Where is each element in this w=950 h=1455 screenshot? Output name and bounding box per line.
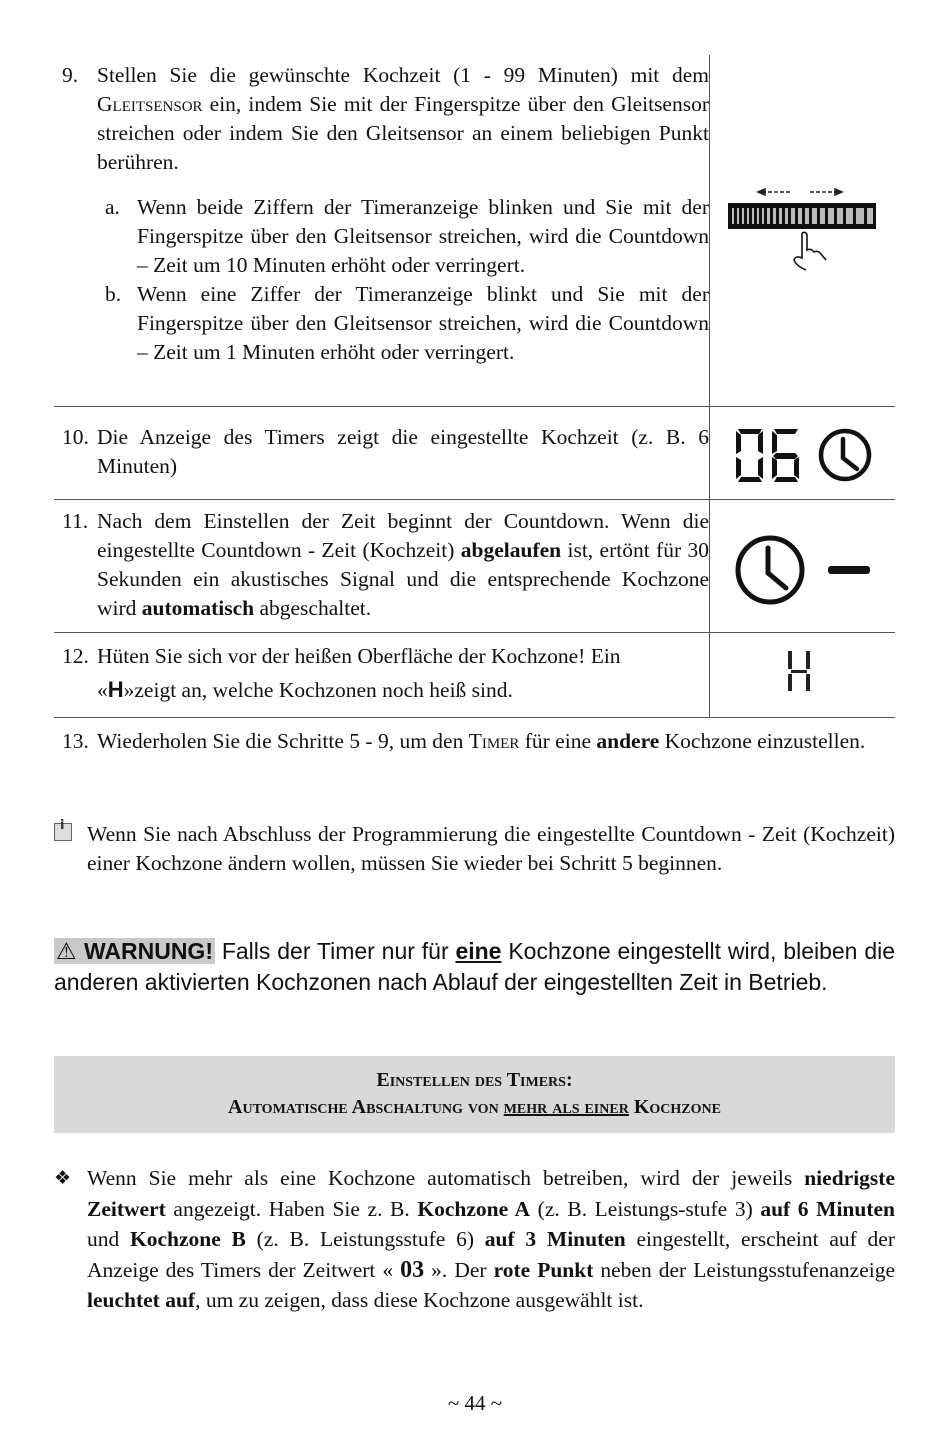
page-number: ~ 44 ~ xyxy=(447,1391,503,1415)
step-11-text: 11. Nach dem Einstellen der Zeit beginnt der Countdown. Wenn die eingestellte Countdown - Zeit (Kochzeit) abgelaufen ist, ertönt für 30 Sekunden ein akustisches Signal und die entsprechende Kochzone wird automatisch abgeschaltet. xyxy=(62,509,709,620)
step-9a: a. Wenn beide Ziffern der Timeranzeige blinken und Sie mit der Fingerspitze über den Gleitsensor streichen, wird die Countdown – Zeit um 10 Minuten erhöht oder verringert. xyxy=(105,195,709,277)
diamond-bullet-icon: ❖ xyxy=(54,1167,72,1189)
dash-icon xyxy=(828,566,870,574)
info-icon xyxy=(54,823,72,841)
bullet-paragraph: ❖ Wenn Sie mehr als eine Kochzone automatisch betreiben, wird der jeweils niedrigste Zeitwert angezeigt. Haben Sie z. B. Kochzone A (z. B. Leistungs-stufe 3) auf 6 Minuten und Kochzone B (z. B. Leistungsstufe 6) auf 3 Minuten eingestellt, erscheint auf der Anzeige des Timers der Zeitwert « 03 ». Der rote Punkt neben der Leistungsstufenanzeige leuchtet auf, um zu zeigen, dass diese Kochzone ausgewählt ist. xyxy=(54,1163,895,1316)
clock-dash-display xyxy=(710,500,895,632)
step-13-text: 13. Wiederholen Sie die Schritte 5 - 9, um den Timer für eine andere Kochzone einzustellen. xyxy=(62,729,866,753)
step-9-row xyxy=(54,55,895,407)
step-9b: b. Wenn eine Ziffer der Timeranzeige blinkt und Sie mit der Fingerspitze über den Gleitsensor streichen, wird die Countdown – Zeit um 1 Minuten erhöht oder verringert. xyxy=(105,282,709,364)
steps-table xyxy=(54,55,895,756)
step-number: 9. xyxy=(62,63,79,87)
step-9-text: 9. Stellen Sie die gewünschte Kochzeit (1 - 99 Minuten) mit dem Gleitsensor ein, indem Sie mit der Fingerspitze über den Gleitsensor streichen oder indem Sie den Gleitsensor an einem beliebigen Punkt berühren. a. Wenn beide Ziffern der Timeranzeige blinken und Sie mit der Fingerspitze über den Gleitsensor streichen, wird die Countdown – Zeit um 10 Minuten erhöht oder verringert. b. Wenn eine Ziffer der Timeranzeige blinkt und Sie mit der Fingerspitze über den Gleitsensor streichen, wird die Countdown – Zeit um 1 Minuten erhöht oder verringert. xyxy=(54,55,709,406)
residual-heat-h-display xyxy=(710,633,895,717)
step-10-text: 10. Die Anzeige des Timers zeigt die eingestellte Kochzeit (z. B. 6 Minuten) xyxy=(62,425,709,478)
step-12-row xyxy=(54,633,895,718)
section-title-line-1: Einstellen des Timers: xyxy=(376,1069,573,1091)
info-note: i Wenn Sie nach Abschluss der Programmierung die eingestellte Countdown - Zeit (Kochzeit) einer Kochzone ändern wollen, müssen Sie wieder bei Schritt 5 beginnen. xyxy=(54,820,895,878)
section-header xyxy=(54,1056,895,1133)
step-11-row xyxy=(54,500,895,633)
step-10-row xyxy=(54,407,895,500)
warning-label: ⚠ WARNUNG! xyxy=(56,938,213,964)
h-symbol: H xyxy=(107,677,124,702)
section-title-line-2: Automatische Abschaltung von mehr als einer Kochzone xyxy=(228,1096,721,1118)
residual-heat-figure xyxy=(709,633,895,717)
warning-block: ⚠ WARNUNG! Falls der Timer nur für eine Kochzone eingestellt wird, bleiben die anderen aktivierten Kochzonen nach Ablauf der eingestellten Zeit in Betrieb. xyxy=(54,938,896,995)
term-gleitsensor: Gleitsensor xyxy=(97,92,203,116)
step-12-text: 12. Hüten Sie sich vor der heißen Oberfläche der Kochzone! Ein «H»zeigt an, welche Kochzonen noch heiß sind. xyxy=(62,644,621,702)
slider-sensor-figure xyxy=(709,55,895,406)
countdown-end-figure xyxy=(709,500,895,632)
seven-segment-display xyxy=(710,407,895,499)
warning-icon: ⚠ xyxy=(56,938,78,964)
slider-sensor-icon xyxy=(710,55,895,406)
step-13-row xyxy=(54,718,895,756)
timer-display-figure xyxy=(709,407,895,499)
